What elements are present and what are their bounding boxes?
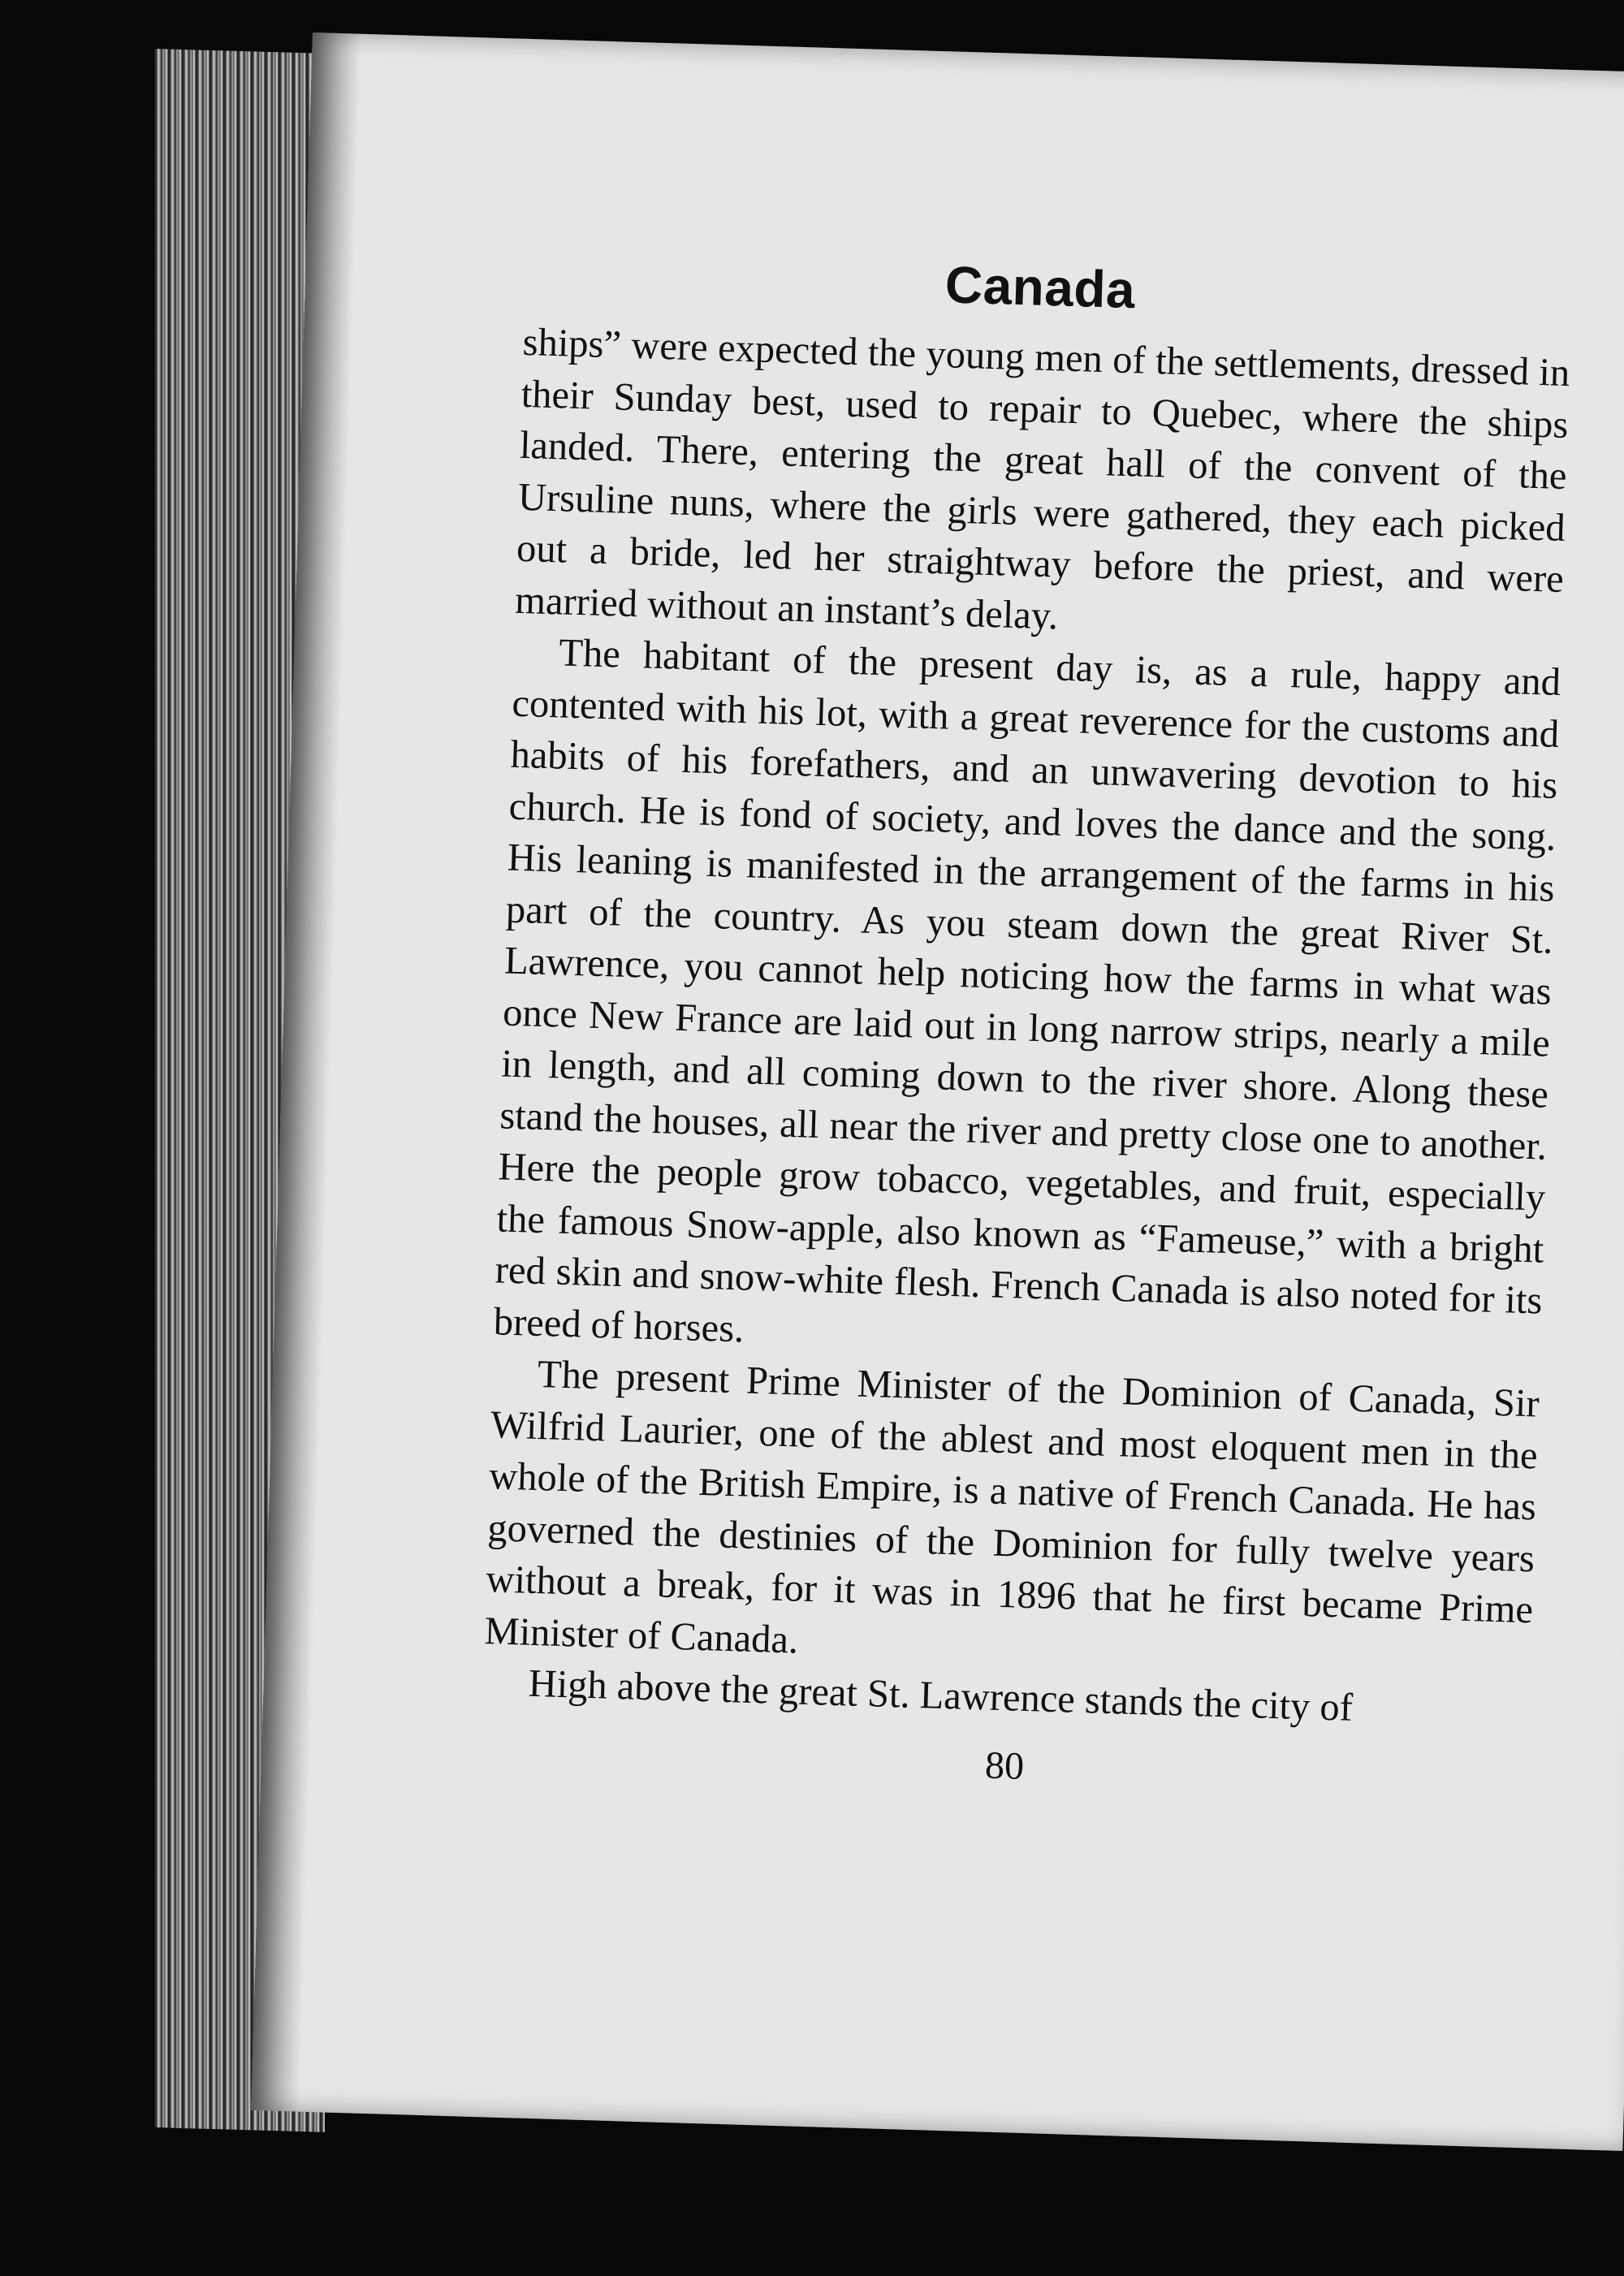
paragraph-2: The habitant of the present day is, as a rule, happy and contented with his lot, with a great reverence for the customs and habits of his forefathers, and an unwavering devotion to his church. He is fond of society, and loves the dance and the song. His leaning is manifested in the arrangement of the farms in his part of the country. As you steam down the great River St. Lawrence, you cannot help noticing how the farms in what was once New France are laid out in long narrow strips, nearly a mile in length, and all coming down to the river shore. Along these stand the houses, all near the river and pretty close one to another. Here the people grow tobacco, vegetables, and fruit, especially the famous Snow-apple, also known as “Fameuse,” with a bright red skin and snow-white flesh. French Canada is also noted for its breed of horses.	[493, 631, 1561, 1350]
book-page	[251, 32, 1624, 2151]
page-text-block	[481, 242, 1573, 1803]
running-head: Canada	[944, 255, 1137, 320]
paragraph-3: The present Prime Minister of the Dominion of Canada, Sir Wilfrid Laurier, one of the ablest and most eloquent men in the whole of the British Empire, is a native of French Canada. He has governed the destinies of the Dominion for fully twelve years without a break, for it was in 1896 that he first became Prime Minister of Canada.	[483, 1352, 1540, 1662]
paragraph-1: ships” were expected the young men of the settlements, dressed in their Sunday best, used to repair to Quebec, where the ships landed. There, entering the great hall of the convent of the Ursuline nuns, where the girls were gathered, they each picked out a bride, led her straightway before the priest, and were married without an instant’s delay.	[514, 320, 1571, 638]
page-number: 80	[984, 1743, 1025, 1788]
paragraph-4: High above the great St. Lawrence stands the city of	[528, 1661, 1354, 1730]
